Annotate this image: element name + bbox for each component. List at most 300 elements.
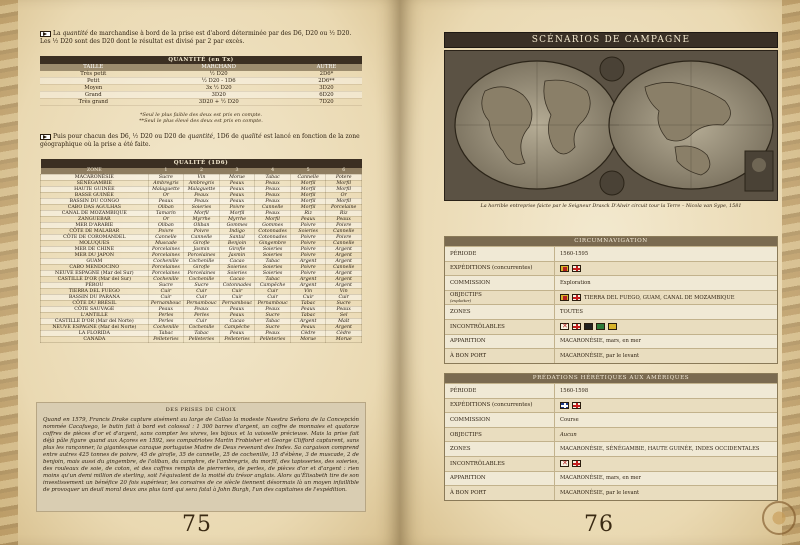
table-cell: Oliban	[148, 204, 184, 210]
table-cell: Muscade	[148, 240, 184, 246]
table-cell: Cannelle	[255, 204, 291, 210]
campaign-row-commission: COMMISSION Exploration	[445, 275, 777, 290]
table-row	[41, 258, 362, 264]
table-cell: Cuir	[255, 288, 291, 294]
table-cell: Vin	[290, 288, 326, 294]
zone-name: NEUVE ESPAGNE (Mar del Norte)	[41, 324, 149, 330]
table-cell: Morue	[219, 174, 255, 180]
table-cell: 3x ½ D20	[147, 84, 291, 91]
page-number-left: 75	[182, 512, 212, 537]
table-cell: Tabac	[148, 330, 184, 336]
story-box	[36, 402, 366, 512]
table-cell: Or	[326, 192, 362, 198]
table-cell: Peaux	[255, 330, 291, 336]
zone-name: CASTILLE D'OR (Mar del Norte)	[41, 318, 149, 324]
table-cell: Soieries	[290, 228, 326, 234]
table-cell: Morfil	[326, 198, 362, 204]
table-row	[41, 300, 362, 306]
table-cell: Soieries	[255, 246, 291, 252]
quantity-table-title: QUANTITÉ (en Tx)	[40, 56, 362, 64]
table-cell: Poivre	[219, 204, 255, 210]
zone-name: TIERRA DEL FUEGO	[41, 288, 149, 294]
table-cell: Porcelaines	[148, 270, 184, 276]
table-row	[41, 330, 362, 336]
table-row	[40, 84, 362, 91]
table-cell: Sucre	[255, 324, 291, 330]
zone-name: SÉNÉGAMBIE	[41, 180, 149, 186]
table-cell: Pernambouc	[255, 300, 291, 306]
arrow-icon	[40, 134, 51, 140]
table-cell: Malaguette	[148, 186, 184, 192]
table-cell: Sucre	[326, 300, 362, 306]
table-cell: Morfil	[326, 180, 362, 186]
campaign-row-objectifs: OBJECTIFS Aucun	[445, 427, 777, 442]
zone-name: CASTILLE D'OR (Mar del Sur)	[41, 276, 149, 282]
table-cell: Soieries	[219, 264, 255, 270]
table-cell: Peaux	[290, 216, 326, 222]
table-row	[41, 192, 362, 198]
table-cell: Pelleteries	[148, 336, 184, 342]
table-cell: Cotonnades	[219, 282, 255, 288]
table-row	[41, 294, 362, 300]
campaign-row-expeditions: EXPÉDITIONS (concurrentes)	[445, 261, 777, 276]
table-cell: Argent	[290, 258, 326, 264]
table-row	[41, 318, 362, 324]
quality-table	[40, 159, 362, 343]
table-cell: Argent	[326, 246, 362, 252]
red-cross-flag-icon	[572, 294, 581, 301]
zone-name: CÔTE SAUVAGE	[41, 306, 149, 312]
zone-name: CABO MENDOCINO	[41, 264, 149, 270]
zone-name: CANAL DE MOZAMBIQUE	[41, 210, 149, 216]
table-cell: Cuir	[219, 294, 255, 300]
quality-table-title: QUALITÉ (1D6)	[41, 159, 362, 168]
table-row	[40, 77, 362, 84]
table-cell: Peaux	[184, 192, 220, 198]
table-cell: Petit	[40, 77, 147, 84]
table-header: 2	[184, 168, 220, 175]
table-cell: Peaux	[148, 198, 184, 204]
table-cell: Porcelaines	[184, 252, 220, 258]
table-cell: Ambregris	[148, 180, 184, 186]
zone-name: MER D'ARABIE	[41, 222, 149, 228]
table-row	[41, 282, 362, 288]
story-text: Quand en 1579, Francis Drake capture aisément au large de Callao la modeste Nuestra Señora de la Concepción nommée Cacafuego, le butin fait à bord est colossal : 1 300 barres d'argent, un coffre de monnaies et quatorze coffres de pièces d'or et d'argent, sans compter les vivres, les bijoux et la vaisselle précieuse. Mais la prise fait déjà pâle figure quand aux Açores en 1592, ses compatriotes Martin Frobisher et George Clifford capturent, sans plus les rançonner, la gigantesque caraque portugaise Madre de Deus revenant des Indes. Sa cargaison comprend entre autres 425 tonnes de poivre, 45 de girofle, 35 de cannelle, 25 de cochenille, 15 d'ébène, 3 de muscade, 2 de benjoin, mais aussi du gingembre, de l'oliban, du camphre, de l'ambregris, du morfil, des tapisseries, des soieries, des rouleaux de soie, de coton, et des coffres remplis de pierreries, de perles, de pièces d'or et d'argent : rien moins qu'un demi million de sterling, soit l'équivalent de la moitié du trésor anglais. Alors qu'Élisabeth tire de son investissement un bénéfice 20 fois supérieur, les corsaires de ce siècle tiennent désormais là un moyen infaillible de provoquer un deuil moral deux ans plus tard qui sera fatal à John Burgh, l'un des capitaines de l'expédition.	[43, 417, 359, 493]
table-cell: Cacao	[219, 318, 255, 324]
table-cell: Peaux	[219, 192, 255, 198]
table-row	[41, 264, 362, 270]
table-row	[41, 246, 362, 252]
table-row	[41, 336, 362, 342]
table-cell: Soieries	[255, 270, 291, 276]
table-row	[41, 324, 362, 330]
table-cell: Morfil	[290, 180, 326, 186]
table-cell: Tamarin	[148, 210, 184, 216]
table-cell: Benjoin	[219, 240, 255, 246]
zone-name: CÔTE DE MALABAR	[41, 228, 149, 234]
table-cell: Cochenille	[184, 276, 220, 282]
spain-flag-icon	[560, 294, 569, 301]
table-cell: Tabac	[184, 330, 220, 336]
table-cell: Peaux	[184, 198, 220, 204]
table-row	[41, 228, 362, 234]
table-cell: Or	[148, 216, 184, 222]
quantity-notes: *Seul le plus faible des deux est pris en compte. **Seul le plus élevé des deux est pris en compte.	[139, 112, 263, 125]
zone-name: BASSE GUINÉE	[41, 192, 149, 198]
table-cell: Soieries	[255, 264, 291, 270]
zone-name: LA FLORIDA	[41, 330, 149, 336]
table-cell: Soieries	[219, 270, 255, 276]
table-row	[41, 222, 362, 228]
table-row	[41, 180, 362, 186]
table-cell: Poivre	[326, 234, 362, 240]
zone-name: BASSIN DU PARANA	[41, 294, 149, 300]
black-flag-icon	[584, 323, 593, 330]
table-header: ZONE	[41, 168, 149, 175]
quantity-intro: La quantité de marchandise à bord de la prise est d'abord déterminée par des D6, D20 ou ½ D20. Les ½ D20 sont des D20 dont le résultat est divisé par 2 par excès.	[40, 30, 352, 45]
quality-intro: Puis pour chacun des D6, ½ D20 ou D20 de quantité, 1D6 de qualité est lancé en fonction de la zone géographique où la prise a été faite.	[40, 133, 360, 148]
table-header: 5	[290, 168, 326, 175]
table-cell: Cannelle	[326, 240, 362, 246]
table-row	[41, 174, 362, 180]
table-cell: Peaux	[148, 306, 184, 312]
table-row	[41, 312, 362, 318]
table-cell: Peaux	[255, 306, 291, 312]
table-row	[41, 276, 362, 282]
table-cell: Porcelaines	[148, 246, 184, 252]
table-cell: Peaux	[219, 306, 255, 312]
zone-name: BASSIN DU CONGO	[41, 198, 149, 204]
table-cell: Sucre	[148, 282, 184, 288]
zone-name: CANADA	[41, 336, 149, 342]
campaign-row-expeditions: EXPÉDITIONS (concurrentes)	[445, 398, 777, 413]
table-cell: Peaux	[255, 186, 291, 192]
zone-name: MER DU JAPON	[41, 252, 149, 258]
campaign-row-apparition: APPARITION MACARONÉSIE, mars, en mer	[445, 471, 777, 486]
story-title: DES PRISES DE CHOIX	[165, 407, 237, 413]
map-border-decoration	[782, 0, 800, 545]
red-cross-flag-icon	[572, 402, 581, 409]
table-cell: Peaux	[219, 330, 255, 336]
campaign-row-apparition: APPARITION MACARONÉSIE, mars, en mer	[445, 334, 777, 349]
table-cell: Cannelle	[148, 234, 184, 240]
table-cell: Sel	[326, 312, 362, 318]
table-cell: Très petit	[40, 71, 147, 78]
table-cell: Porcelaines	[148, 252, 184, 258]
campaign-row-incontrolables: INCONTRÔLABLES ✕	[445, 319, 777, 334]
zone-name: CÔTE DE COROMANDEL	[41, 234, 149, 240]
table-cell: Pelleteries	[184, 336, 220, 342]
table-cell: Gommes	[255, 222, 291, 228]
table-cell: Argent	[290, 282, 326, 288]
table-cell: Cuir	[326, 294, 362, 300]
table-cell: Sucre	[148, 174, 184, 180]
zone-name: MER DE CHINE	[41, 246, 149, 252]
table-cell: Gingembre	[255, 240, 291, 246]
table-cell: Poivre	[290, 246, 326, 252]
table-cell: Cèdre	[290, 330, 326, 336]
table-cell: Morfil	[290, 186, 326, 192]
table-cell: Poivre	[326, 222, 362, 228]
table-cell: Peaux	[255, 198, 291, 204]
table-cell: Morfil	[290, 192, 326, 198]
table-cell: Girofle	[184, 264, 220, 270]
campaign-row-periode: PÉRIODE 1560-1598	[445, 383, 777, 398]
table-cell: Ambregris	[184, 180, 220, 186]
table-cell: Myrrhe	[219, 216, 255, 222]
table-cell: Cannelle	[326, 264, 362, 270]
table-cell: 6D20	[291, 91, 362, 98]
table-row	[41, 186, 362, 192]
table-cell: Oliban	[184, 222, 220, 228]
arrow-icon	[40, 31, 51, 37]
table-cell: Malaguette	[184, 186, 220, 192]
table-cell: Cannelle	[184, 234, 220, 240]
table-cell: Vin	[326, 288, 362, 294]
table-cell: Santal	[219, 234, 255, 240]
table-cell: ½ D20 - 1D6	[147, 77, 291, 84]
table-cell: Cochenille	[184, 258, 220, 264]
table-cell: Oliban	[148, 222, 184, 228]
table-cell: Girofle	[184, 240, 220, 246]
blue-cross-flag-icon	[560, 402, 569, 409]
table-cell: 2D6**	[291, 77, 362, 84]
campaign-row-objectifs: OBJECTIFS (exploiter) TIERRA DEL FUEGO, GUAM, CANAL DE MOZAMBIQUE	[445, 290, 777, 305]
table-cell: Argent	[326, 270, 362, 276]
zone-name: L'ANTILLE	[41, 312, 149, 318]
world-map-illustration	[445, 51, 778, 201]
table-cell: Pernambouc	[219, 300, 255, 306]
table-cell: Peaux	[326, 216, 362, 222]
table-cell: Cuir	[184, 294, 220, 300]
table-cell: 3D20 + ½ D20	[147, 98, 291, 105]
campaign-row-bon-port: À BON PORT MACARONÉSIE, par le levant	[445, 348, 777, 363]
table-cell: Moyen	[40, 84, 147, 91]
table-cell: Perles	[184, 312, 220, 318]
table-cell: Morfil	[290, 198, 326, 204]
table-cell: Poivre	[184, 228, 220, 234]
table-cell: Porcelaines	[184, 270, 220, 276]
table-cell: Morue	[326, 336, 362, 342]
table-cell: Peaux	[255, 192, 291, 198]
zone-name: MACARONÉSIE	[41, 174, 149, 180]
zone-name: GUAM	[41, 258, 149, 264]
table-cell: Perles	[148, 318, 184, 324]
table-cell: Potere	[326, 174, 362, 180]
table-cell: Soieries	[255, 252, 291, 258]
table-cell: Très grand	[40, 98, 147, 105]
zone-name: CÔTE DU BRÉSIL	[41, 300, 149, 306]
zone-name: ZANGUEBAR	[41, 216, 149, 222]
table-cell: Cannelle	[290, 174, 326, 180]
table-cell: Jasmin	[219, 252, 255, 258]
table-cell: Peaux	[290, 306, 326, 312]
saltire-flag-icon	[560, 460, 569, 467]
zone-name: HAUTE GUINÉE	[41, 186, 149, 192]
table-cell: Tabac	[255, 318, 291, 324]
table-cell: Pernambouc	[184, 300, 220, 306]
table-cell: Or	[148, 192, 184, 198]
table-header: 4	[255, 168, 291, 175]
table-cell: Tabac	[290, 312, 326, 318]
table-cell: Sucre	[255, 312, 291, 318]
table-cell: Cotonnades	[255, 234, 291, 240]
table-cell: Cuir	[219, 288, 255, 294]
compass-rose-icon	[762, 501, 796, 535]
table-cell: Poivre	[290, 270, 326, 276]
table-cell: Vin	[184, 174, 220, 180]
table-cell: Tabac	[255, 276, 291, 282]
table-cell: Morfil	[290, 204, 326, 210]
table-cell: Morue	[290, 336, 326, 342]
table-row	[41, 204, 362, 210]
world-map-image	[444, 50, 778, 201]
table-cell: Myrrhe	[184, 216, 220, 222]
table-row	[41, 198, 362, 204]
table-row	[41, 306, 362, 312]
zone-name: CABO DAS AGULHAS	[41, 204, 149, 210]
table-cell: Cochenille	[148, 324, 184, 330]
table-header: AUTRE	[291, 64, 362, 71]
table-header: 3	[219, 168, 255, 175]
table-cell: Poivre	[290, 240, 326, 246]
table-cell: Cuir	[290, 294, 326, 300]
table-cell: Poivre	[290, 264, 326, 270]
table-cell: Pelleteries	[255, 336, 291, 342]
spain-flag-icon	[560, 265, 569, 272]
table-cell: Morfil	[255, 216, 291, 222]
map-border-decoration	[0, 0, 18, 545]
campaign-row-bon-port: À BON PORT MACARONÉSIE, par le levant	[445, 485, 777, 500]
table-cell: Poivre	[148, 228, 184, 234]
table-cell: Poivre	[290, 234, 326, 240]
table-cell: Peaux	[255, 210, 291, 216]
table-cell: Argent	[326, 258, 362, 264]
table-row	[40, 98, 362, 105]
table-cell: Argent	[326, 276, 362, 282]
table-cell: Cochenille	[148, 276, 184, 282]
map-caption: La horrible entreprise faicte par le Seigneur Drasck D'Alwir circuit tour la Terre – Nicola van Sype, 1581	[480, 203, 742, 209]
table-cell: Indigo	[219, 228, 255, 234]
zone-name: MOLUQUES	[41, 240, 149, 246]
table-row	[41, 270, 362, 276]
table-cell: Cuir	[148, 294, 184, 300]
campaign-row-incontrolables: INCONTRÔLABLES ✕	[445, 456, 777, 471]
table-cell: Malt	[326, 318, 362, 324]
table-cell: Cacao	[219, 276, 255, 282]
table-cell: Argent	[326, 252, 362, 258]
yellow-flag-icon	[608, 323, 617, 330]
table-cell: Argent	[290, 276, 326, 282]
campaign-circumnavigation	[444, 236, 778, 364]
table-row	[41, 252, 362, 258]
table-cell: Peaux	[184, 306, 220, 312]
table-header: 6	[326, 168, 362, 175]
quantity-table	[40, 56, 362, 106]
table-cell: Peaux	[219, 312, 255, 318]
table-cell: 3D20	[291, 84, 362, 91]
table-cell: Cochenille	[184, 324, 220, 330]
table-cell: 3D20	[147, 91, 291, 98]
table-cell: Peaux	[290, 324, 326, 330]
table-cell: Cannelle	[326, 228, 362, 234]
table-cell: Argent	[290, 318, 326, 324]
campaign-title: CIRCUMNAVIGATION	[445, 237, 777, 246]
table-cell: Cuir	[255, 294, 291, 300]
table-row	[40, 91, 362, 98]
table-cell: Poivre	[290, 252, 326, 258]
table-cell: Cochenille	[148, 258, 184, 264]
table-header: TAILLE	[40, 64, 147, 71]
table-cell: Poivre	[290, 222, 326, 228]
table-cell: Tabac	[255, 258, 291, 264]
red-cross-flag-icon	[572, 265, 581, 272]
table-cell: Gommes	[219, 222, 255, 228]
table-cell: Sucre	[184, 282, 220, 288]
table-cell: Soieries	[184, 204, 220, 210]
campaign-title: PRÉDATIONS HÉRÉTIQUES AUX AMÉRIQUES	[445, 374, 777, 383]
table-cell: Peaux	[255, 180, 291, 186]
table-cell: Cotonnades	[255, 228, 291, 234]
table-cell: Morfil	[184, 210, 220, 216]
table-cell: Cuir	[184, 318, 220, 324]
table-row	[41, 234, 362, 240]
table-cell: Perles	[148, 312, 184, 318]
page-number-right: 76	[584, 512, 614, 537]
table-cell: Cuir	[184, 288, 220, 294]
table-cell: Peaux	[219, 180, 255, 186]
table-cell: Cuir	[148, 288, 184, 294]
zone-name: PÉROU	[41, 282, 149, 288]
table-row	[41, 216, 362, 222]
table-cell: Peaux	[219, 186, 255, 192]
table-cell: Grand	[40, 91, 147, 98]
red-cross-flag-icon	[572, 460, 581, 467]
campaign-row-zones: ZONES TOUTES	[445, 304, 777, 319]
table-cell: Porcelaine	[326, 204, 362, 210]
table-cell: Pernambouc	[148, 300, 184, 306]
table-cell: Jasmin	[184, 246, 220, 252]
saltire-flag-icon	[560, 323, 569, 330]
table-cell: 2D6*	[291, 71, 362, 78]
table-cell: Argent	[326, 324, 362, 330]
table-cell: Morfil	[219, 210, 255, 216]
table-cell: Riz	[326, 210, 362, 216]
table-header: MARCHAND	[147, 64, 291, 71]
table-cell: Peaux	[219, 198, 255, 204]
table-cell: 7D20	[291, 98, 362, 105]
table-cell: Morfil	[326, 186, 362, 192]
table-cell: Girofle	[219, 246, 255, 252]
section-title: SCÉNARIOS DE CAMPAGNE	[444, 32, 778, 48]
table-cell: Campêche	[219, 324, 255, 330]
table-cell: Riz	[290, 210, 326, 216]
table-cell: Porcelaines	[148, 264, 184, 270]
campaign-row-periode: PÉRIODE 1560-1595	[445, 246, 777, 261]
green-flag-icon	[596, 323, 605, 330]
table-cell: Tabac	[290, 300, 326, 306]
campaign-row-commission: COMMISSION Course	[445, 412, 777, 427]
table-cell: ½ D20	[147, 71, 291, 78]
table-cell: Campêche	[255, 282, 291, 288]
table-header: 1	[148, 168, 184, 175]
campaign-row-zones: ZONES MACARONÉSIE, SÉNÉGAMBIE, HAUTE GUINÉE, INDES OCCIDENTALES	[445, 441, 777, 456]
table-cell: Argent	[326, 282, 362, 288]
table-row	[41, 240, 362, 246]
zone-name: NEUVE ESPAGNE (Mar del Sur)	[41, 270, 149, 276]
table-cell: Pelleteries	[219, 336, 255, 342]
table-cell: Tabac	[255, 174, 291, 180]
